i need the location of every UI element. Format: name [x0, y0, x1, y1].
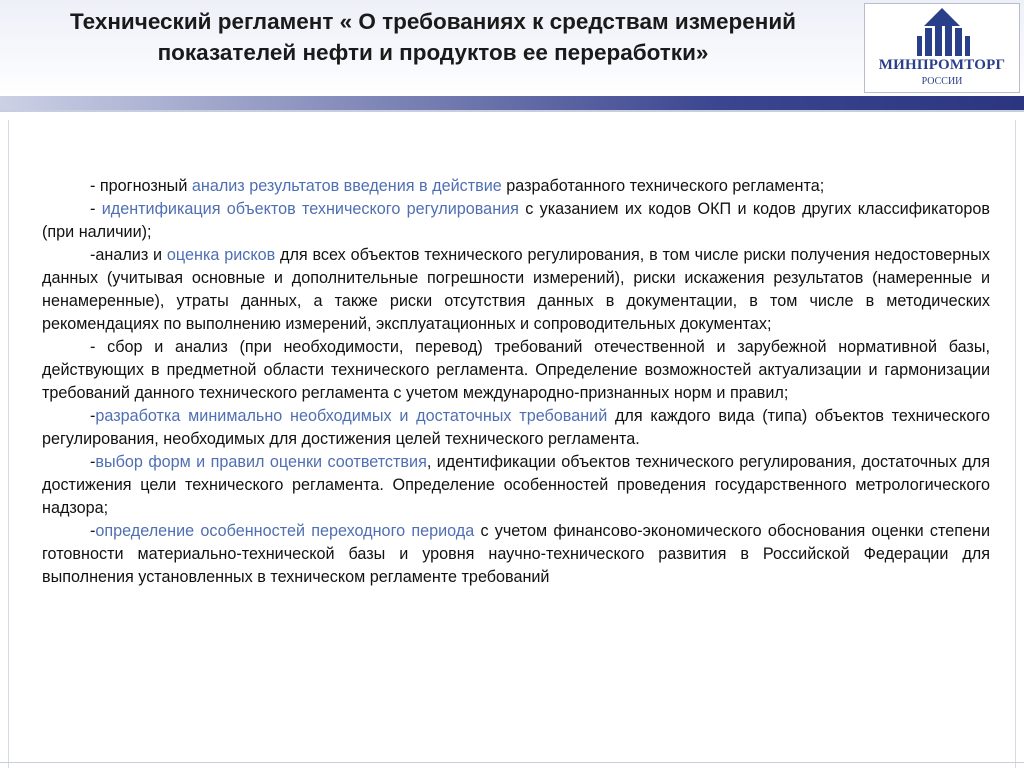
list-item: -анализ и оценка рисков для всех объектов технического регулирования, в том числе риски получения недостоверных данных (учитывая основные и дополнительные погрешности измерений), риски искажения результатов (намеренные и ненамеренные), утраты данных, а также риски отсутствия данных в документации, в том числе в методических рекомендациях по выполнению измерений, эксплуатационных и сопроводительных документах; — [42, 246, 990, 333]
list-item: - сбор и анализ (при необходимости, перевод) требований отечественной и зарубежной нормативной базы, действующих в предметной области технического регламента. Определение возможностей актуализации и гармонизации требований данного технического регламента с учетом международно-признанных норм и правил; — [42, 338, 990, 402]
highlighted-term: идентификация объектов технического регулирования — [101, 200, 519, 218]
list-item: -разработка минимально необходимых и достаточных требований для каждого вида (типа) объектов технического регулирования, необходимых для достижения целей технического регламента. — [42, 407, 990, 448]
list-item: -выбор форм и правил оценки соответствия, идентификации объектов технического регулирования, достаточных для достижения цели технического регламента. Определение особенностей проведения государственного метрологического надзора; — [42, 453, 990, 517]
ministry-logo — [864, 3, 1020, 93]
list-item: - идентификация объектов технического регулирования с указанием их кодов ОКП и кодов других классификаторов (при наличии); — [42, 200, 991, 241]
header — [0, 0, 1024, 96]
slide-title: Технический регламент « О требованиях к средствам измерений показателей нефти и продуктов ее переработки» — [69, 9, 796, 65]
highlighted-term: оценка рисков — [166, 246, 276, 264]
list-item: - прогнозный анализ результатов введения в действие разработанного технического регламента; — [90, 177, 825, 195]
header-band — [0, 96, 1024, 110]
header-divider — [0, 110, 1024, 112]
ministry-emblem-icon — [865, 4, 1019, 60]
content-body — [42, 175, 990, 589]
highlighted-term: анализ результатов введения в действие — [191, 177, 502, 195]
bottom-border — [0, 762, 1024, 763]
highlighted-term: определение особенностей переходного периода — [95, 522, 475, 540]
list-item: -определение особенностей переходного периода с учетом финансово-экономического обоснования оценки степени готовности материально-технической базы и уровня научно-технического развития в Российской Федерации для выполнения установленных в техническом регламенте требований — [42, 522, 990, 586]
logo-name: МИНПРОМТОРГ — [878, 57, 1006, 73]
right-border — [1015, 120, 1016, 768]
highlighted-term: разработка минимально необходимых и достаточных требований — [95, 407, 608, 425]
logo-subtitle: РОССИИ — [921, 76, 963, 87]
left-border — [8, 120, 9, 768]
highlighted-term: выбор форм и правил оценки соответствия — [95, 453, 427, 471]
